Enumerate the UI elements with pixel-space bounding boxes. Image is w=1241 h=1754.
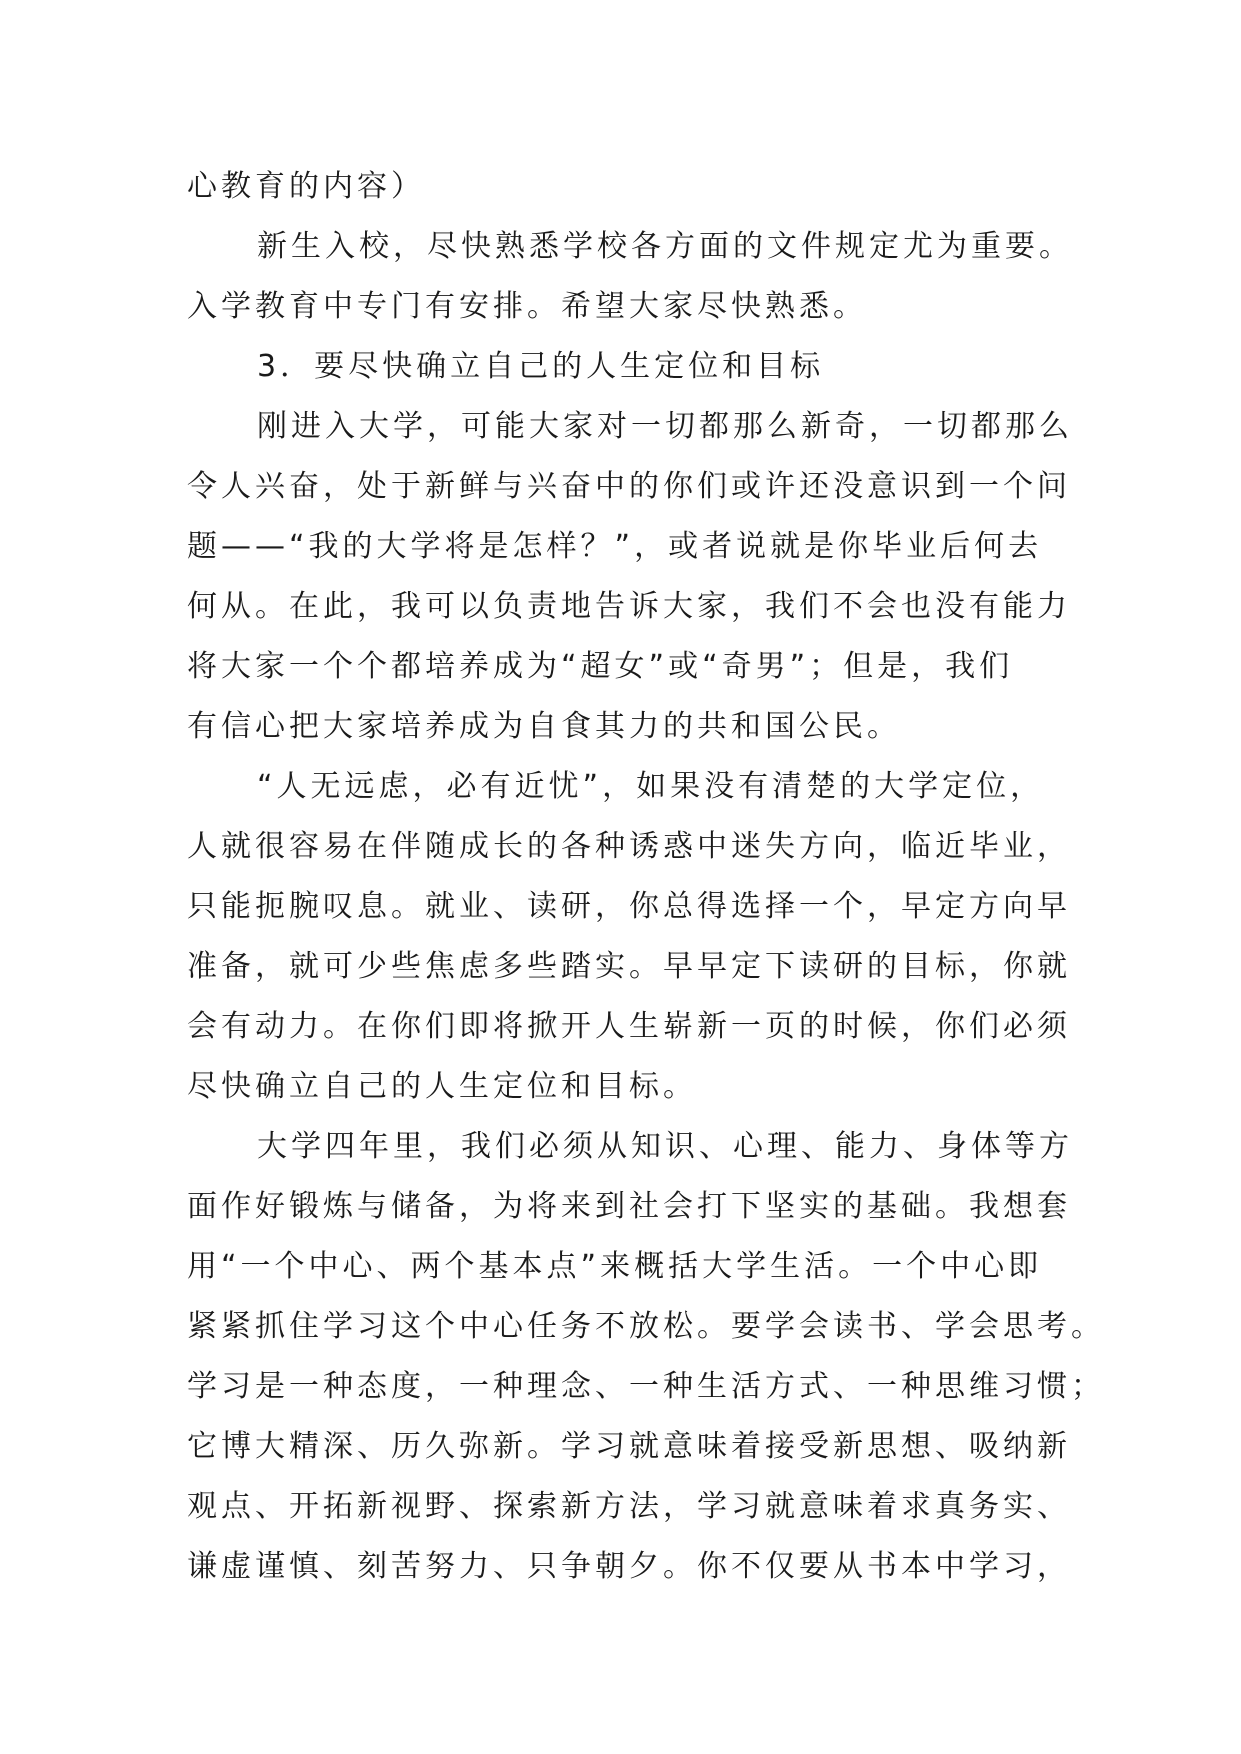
text-line: 新生入校，尽快熟悉学校各方面的文件规定尤为重要。 (257, 229, 1073, 264)
text-line: 令人兴奋，处于新鲜与兴奋中的你们或许还没意识到一个问 (187, 469, 1071, 504)
text-line: 大学四年里，我们必须从知识、心理、能力、身体等方 (257, 1129, 1073, 1164)
text-line: 它博大精深、历久弥新。学习就意味着接受新思想、吸纳新 (187, 1429, 1071, 1464)
text-line: 人就很容易在伴随成长的各种诱惑中迷失方向，临近毕业， (187, 829, 1071, 864)
text-line: 题——“我的大学将是怎样？”，或者说就是你毕业后何去 (187, 529, 1043, 564)
text-line: 准备，就可少些焦虑多些踏实。早早定下读研的目标，你就 (187, 949, 1071, 984)
text-line: 会有动力。在你们即将掀开人生崭新一页的时候，你们必须 (187, 1009, 1071, 1044)
text-line: 有信心把大家培养成为自食其力的共和国公民。 (187, 709, 901, 744)
text-line: 面作好锻炼与储备，为将来到社会打下坚实的基础。我想套 (187, 1189, 1071, 1224)
text-line: 紧紧抓住学习这个中心任务不放松。要学会读书、学会思考。 (187, 1309, 1105, 1344)
section-heading: 3．要尽快确立自己的人生定位和目标 (257, 349, 825, 384)
text-line: 将大家一个个都培养成为“超女”或“奇男”；但是，我们 (187, 649, 1014, 684)
text-line: “人无远虑，必有近忧”，如果没有清楚的大学定位， (257, 769, 1045, 804)
text-line: 何从。在此，我可以负责地告诉大家，我们不会也没有能力 (187, 589, 1071, 624)
text-line: 只能扼腕叹息。就业、读研，你总得选择一个，早定方向早 (187, 889, 1071, 924)
text-line: 观点、开拓新视野、探索新方法，学习就意味着求真务实、 (187, 1489, 1071, 1524)
text-line: 入学教育中专门有安排。希望大家尽快熟悉。 (187, 289, 867, 324)
text-line: 谦虚谨慎、刻苦努力、只争朝夕。你不仅要从书本中学习， (187, 1549, 1071, 1584)
text-line: 心教育的内容） (187, 169, 425, 204)
text-line: 用“一个中心、两个基本点”来概括大学生活。一个中心即 (187, 1249, 1043, 1284)
text-line: 尽快确立自己的人生定位和目标。 (187, 1069, 697, 1104)
text-line: 刚进入大学，可能大家对一切都那么新奇，一切都那么 (257, 409, 1073, 444)
text-line: 学习是一种态度，一种理念、一种生活方式、一种思维习惯； (187, 1369, 1105, 1404)
